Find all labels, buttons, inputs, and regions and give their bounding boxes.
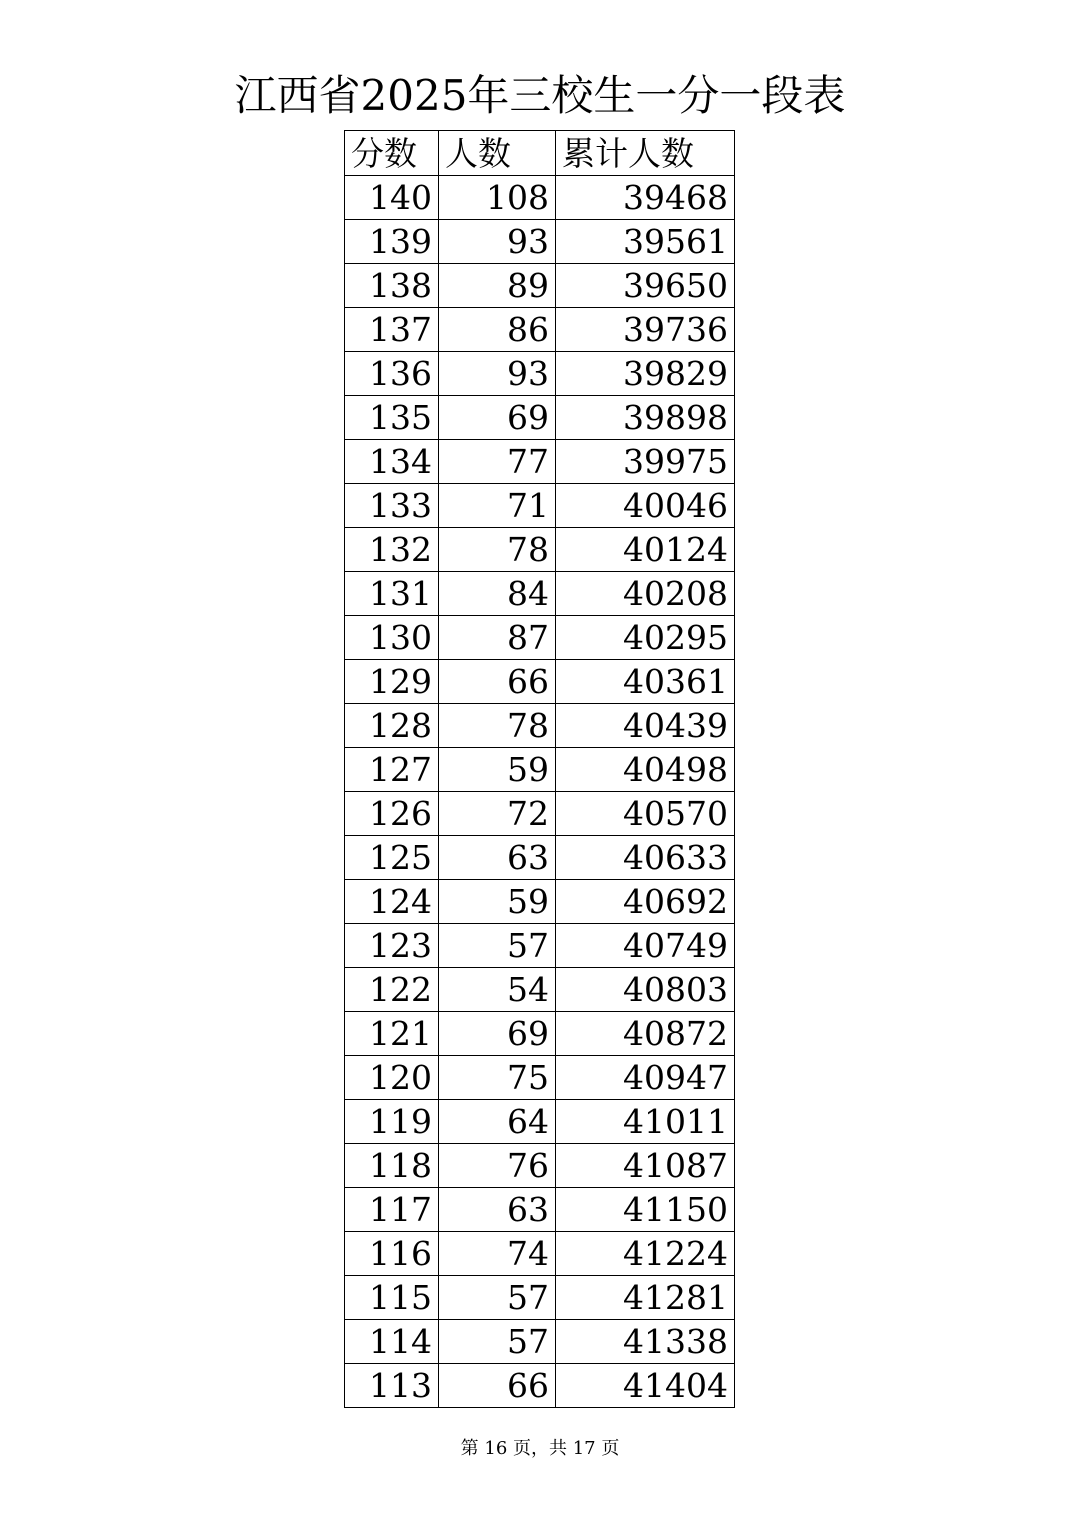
cell-cumulative: 39829 (556, 352, 735, 396)
table-body (345, 176, 735, 1408)
cell-score: 121 (345, 1012, 439, 1056)
cell-cumulative: 40046 (556, 484, 735, 528)
cell-cumulative: 39468 (556, 176, 735, 220)
cell-score: 132 (345, 528, 439, 572)
cell-score: 139 (345, 220, 439, 264)
table-row (345, 968, 735, 1012)
cell-count: 63 (439, 836, 556, 880)
cell-score: 123 (345, 924, 439, 968)
cell-score: 120 (345, 1056, 439, 1100)
cell-cumulative: 40439 (556, 704, 735, 748)
cell-cumulative: 41281 (556, 1276, 735, 1320)
cell-cumulative: 40208 (556, 572, 735, 616)
page-title: 江西省2025年三校生一分一段表 (234, 71, 846, 120)
cell-count: 63 (439, 1188, 556, 1232)
cell-score: 114 (345, 1320, 439, 1364)
page-number-footer: 第 16 页，共 17 页 (460, 1438, 620, 1459)
table-row (345, 572, 735, 616)
table-row (345, 704, 735, 748)
cell-score: 133 (345, 484, 439, 528)
cell-cumulative: 41404 (556, 1364, 735, 1408)
cell-cumulative: 40947 (556, 1056, 735, 1100)
cell-count: 57 (439, 1276, 556, 1320)
table-row (345, 1056, 735, 1100)
cell-count: 87 (439, 616, 556, 660)
cell-count: 69 (439, 1012, 556, 1056)
cell-count: 54 (439, 968, 556, 1012)
cell-count: 72 (439, 792, 556, 836)
cell-score: 130 (345, 616, 439, 660)
table-row (345, 836, 735, 880)
cell-count: 64 (439, 1100, 556, 1144)
cell-score: 115 (345, 1276, 439, 1320)
cell-count: 78 (439, 528, 556, 572)
table-row (345, 1144, 735, 1188)
table-row (345, 748, 735, 792)
column-header-score: 分数 (345, 131, 439, 176)
table-row (345, 924, 735, 968)
cell-count: 86 (439, 308, 556, 352)
table-row (345, 396, 735, 440)
cell-score: 113 (345, 1364, 439, 1408)
cell-count: 71 (439, 484, 556, 528)
cell-score: 122 (345, 968, 439, 1012)
table-row (345, 1364, 735, 1408)
cell-cumulative: 40872 (556, 1012, 735, 1056)
cell-count: 76 (439, 1144, 556, 1188)
cell-score: 125 (345, 836, 439, 880)
cell-cumulative: 40803 (556, 968, 735, 1012)
cell-cumulative: 39736 (556, 308, 735, 352)
cell-cumulative: 41338 (556, 1320, 735, 1364)
cell-score: 129 (345, 660, 439, 704)
cell-cumulative: 41150 (556, 1188, 735, 1232)
cell-score: 138 (345, 264, 439, 308)
cell-count: 89 (439, 264, 556, 308)
cell-count: 59 (439, 880, 556, 924)
cell-count: 59 (439, 748, 556, 792)
cell-count: 75 (439, 1056, 556, 1100)
cell-score: 117 (345, 1188, 439, 1232)
cell-score: 135 (345, 396, 439, 440)
cell-cumulative: 41087 (556, 1144, 735, 1188)
table-row (345, 528, 735, 572)
cell-cumulative: 40633 (556, 836, 735, 880)
cell-count: 108 (439, 176, 556, 220)
table-row (345, 220, 735, 264)
score-distribution-table (344, 130, 735, 1408)
table-row (345, 616, 735, 660)
table-row (345, 1012, 735, 1056)
cell-score: 119 (345, 1100, 439, 1144)
table-row (345, 1232, 735, 1276)
cell-score: 124 (345, 880, 439, 924)
cell-score: 128 (345, 704, 439, 748)
table-row (345, 484, 735, 528)
cell-count: 84 (439, 572, 556, 616)
table-row (345, 880, 735, 924)
cell-score: 137 (345, 308, 439, 352)
cell-cumulative: 40498 (556, 748, 735, 792)
cell-cumulative: 40749 (556, 924, 735, 968)
column-header-count: 人数 (439, 131, 556, 176)
table-row (345, 264, 735, 308)
cell-cumulative: 40124 (556, 528, 735, 572)
cell-count: 57 (439, 1320, 556, 1364)
cell-count: 57 (439, 924, 556, 968)
cell-cumulative: 40570 (556, 792, 735, 836)
table-row (345, 352, 735, 396)
cell-score: 127 (345, 748, 439, 792)
cell-score: 134 (345, 440, 439, 484)
cell-cumulative: 40295 (556, 616, 735, 660)
table-row (345, 176, 735, 220)
table-row (345, 440, 735, 484)
cell-cumulative: 41011 (556, 1100, 735, 1144)
cell-count: 66 (439, 660, 556, 704)
table-header-row (345, 131, 735, 176)
cell-score: 126 (345, 792, 439, 836)
cell-score: 136 (345, 352, 439, 396)
cell-cumulative: 39898 (556, 396, 735, 440)
cell-score: 140 (345, 176, 439, 220)
cell-score: 118 (345, 1144, 439, 1188)
table-row (345, 792, 735, 836)
cell-score: 116 (345, 1232, 439, 1276)
cell-cumulative: 39975 (556, 440, 735, 484)
cell-cumulative: 40692 (556, 880, 735, 924)
table-row (345, 1188, 735, 1232)
cell-count: 66 (439, 1364, 556, 1408)
cell-count: 69 (439, 396, 556, 440)
table-row (345, 660, 735, 704)
cell-count: 74 (439, 1232, 556, 1276)
table-row (345, 1320, 735, 1364)
cell-cumulative: 39561 (556, 220, 735, 264)
cell-cumulative: 40361 (556, 660, 735, 704)
cell-count: 78 (439, 704, 556, 748)
table-row (345, 308, 735, 352)
column-header-cumulative: 累计人数 (556, 131, 735, 176)
cell-score: 131 (345, 572, 439, 616)
cell-cumulative: 41224 (556, 1232, 735, 1276)
cell-count: 93 (439, 220, 556, 264)
table-row (345, 1276, 735, 1320)
cell-count: 77 (439, 440, 556, 484)
cell-count: 93 (439, 352, 556, 396)
cell-cumulative: 39650 (556, 264, 735, 308)
table-row (345, 1100, 735, 1144)
